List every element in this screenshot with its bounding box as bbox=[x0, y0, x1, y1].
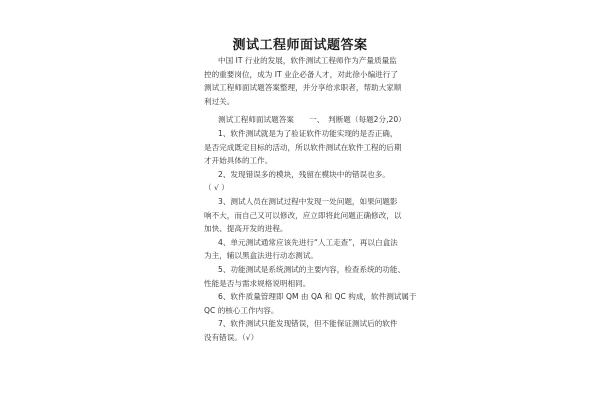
question-item bbox=[204, 168, 404, 195]
intro-line: 中国 IT 行业的发展，软件测试工程师作为产量质量监 bbox=[218, 56, 397, 65]
question-line: 5、功能测试是系统测试的主要内容，检查系统的功能、 bbox=[218, 264, 406, 274]
question-item bbox=[204, 263, 404, 290]
question-item bbox=[204, 236, 404, 263]
question-line: 3、测试人员在测试过程中发现一处问题，如果问题影 bbox=[218, 196, 398, 206]
question-line: 才开始具体的工作。 bbox=[204, 156, 273, 166]
question-answer: （ √ ） bbox=[204, 183, 229, 193]
intro-line: 测试工程师面试题答案整理，并分享给求职者，帮助大家顺 bbox=[204, 83, 402, 93]
question-line: 2、发现错误多的模块，残留在模块中的错误也多。 bbox=[218, 169, 390, 179]
document-title: 测试工程师面试题答案 bbox=[232, 38, 368, 53]
question-line: 性能是否与需求规格说明相同。 bbox=[204, 278, 311, 288]
question-line: 为主，辅以黑盒法进行动态测试。 bbox=[204, 251, 318, 261]
document-body bbox=[204, 54, 417, 344]
question-item bbox=[204, 290, 417, 317]
intro-paragraph bbox=[204, 54, 404, 108]
question-line: 响不大，而自己又可以修改，应立即将此问题正确修改，以 bbox=[204, 210, 402, 220]
intro-line: 控的重要岗位，成为 IT 业企必备人才，对此徐小编进行了 bbox=[204, 69, 398, 79]
question-item bbox=[204, 195, 404, 236]
section-heading-block bbox=[204, 113, 404, 127]
question-line: 加快、提高开发的进程。 bbox=[204, 224, 288, 234]
question-item bbox=[204, 127, 404, 168]
question-answer: 没有错误。（√） bbox=[204, 332, 259, 342]
question-line: 4、单元测试通常应该先进行“人工走查”，再以白盒法 bbox=[218, 237, 398, 247]
section-heading: 测试工程师面试题答案 一、 判断题（每题2分,20） bbox=[218, 115, 406, 125]
intro-line: 利过关。 bbox=[204, 96, 235, 106]
question-line: 7、软件测试只能发现错误，但不能保证测试后的软件 bbox=[218, 319, 398, 329]
question-line: QC 的核心工作内容。 bbox=[204, 305, 279, 315]
question-line: 1、软件测试就是为了验证软件功能实现的是否正确， bbox=[218, 128, 398, 138]
question-item bbox=[204, 317, 404, 344]
question-line: 6、软件质量管理即 QM 由 QA 和 QC 构成，软件测试属于 bbox=[218, 292, 417, 302]
question-line: 是否完成既定目标的活动，所以软件测试在软件工程的后期 bbox=[204, 142, 402, 152]
